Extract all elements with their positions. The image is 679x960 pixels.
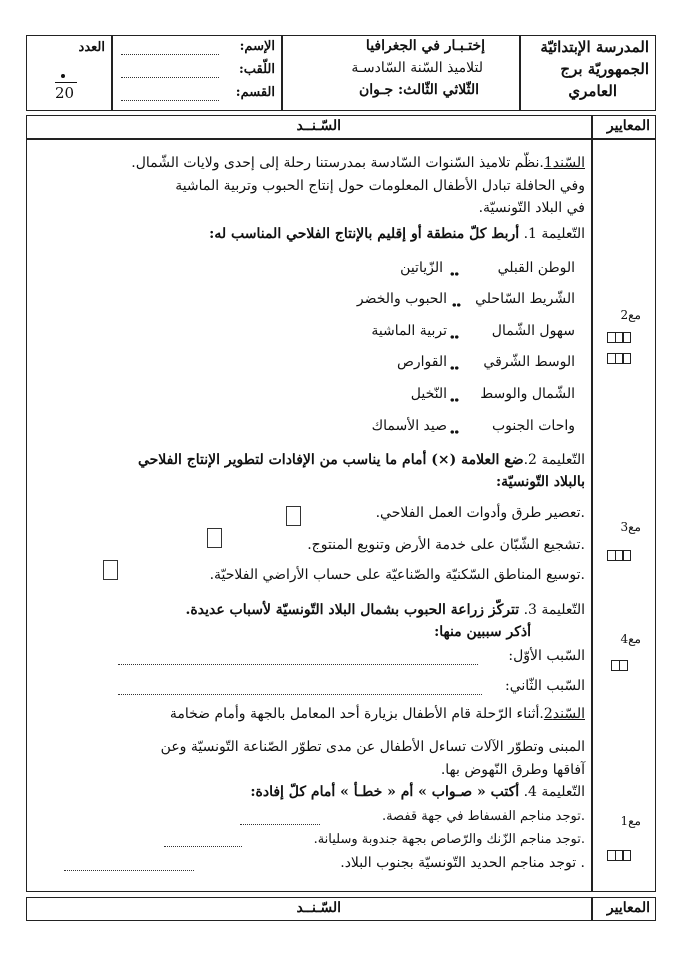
criterion-3-row-1 <box>608 546 636 559</box>
q1-right-3: تربية الماشية <box>371 323 447 339</box>
q1-right-6: صيد الأسماك <box>371 418 447 434</box>
document-header-top <box>26 115 592 139</box>
name-label: الإسم: <box>239 39 275 54</box>
criterion-4-label: مع4 <box>620 632 641 646</box>
sanad1-line3: في البلاد التّونسيّة. <box>478 200 585 216</box>
criterion-1-grid[interactable] <box>608 846 636 859</box>
q2-checkbox-2[interactable] <box>207 528 222 548</box>
q1-label: التّعليمة 1. <box>523 226 585 242</box>
sanad2-label: السّند2 <box>543 706 585 722</box>
q2-checkbox-1[interactable] <box>286 506 301 526</box>
class-field[interactable] <box>121 90 219 101</box>
document-title-bottom: السّـنــد <box>296 900 341 916</box>
name-field[interactable] <box>121 44 219 55</box>
q1-right-1: الزّياتين <box>400 260 443 276</box>
surname-field[interactable] <box>121 67 219 78</box>
q4-instruction <box>250 784 585 800</box>
criterion-4-row-1 <box>612 656 632 669</box>
criteria-title-bottom: المعايير <box>606 900 650 916</box>
q1-left-5: الشّمال والوسط <box>480 386 575 402</box>
q1-left-6: واحات الجنوب <box>491 418 575 434</box>
criterion-2-row-2 <box>608 349 636 362</box>
q4-answer-1[interactable] <box>240 814 320 825</box>
q1-left-4: الوسط الشّرقي <box>483 354 575 370</box>
score-blank[interactable] <box>61 74 65 78</box>
q1-match-dot-l1[interactable] <box>450 272 459 276</box>
q3-sub: أذكر سببين منها: <box>434 624 531 640</box>
school-line-1: المدرسة الإبتدائيّة <box>540 38 649 56</box>
header-score-box <box>26 35 112 111</box>
q3-instruction <box>186 602 585 618</box>
q2-item-1: .تعصير طرق وأدوات العمل الفلاحي. <box>375 505 585 521</box>
sanad1-label: السّند1 <box>543 155 585 171</box>
q4-answer-3[interactable] <box>64 860 194 871</box>
surname-label: اللّقب: <box>238 62 275 77</box>
score-fraction-line <box>55 82 77 83</box>
q2-item-3: .توسيع المناطق السّكنيّة والصّناعيّة على حساب الأراضي الفلاحيّة. <box>209 567 585 583</box>
score-total: 20 <box>55 84 75 102</box>
criterion-3-grid[interactable] <box>608 546 636 559</box>
q1-instruction <box>209 226 585 242</box>
sanad2-line3: آفاقها وطرق النّهوض بها. <box>440 762 585 778</box>
q1-right-2: الحبوب والخضر <box>356 291 447 307</box>
document-title-top: السّـنــد <box>296 118 341 134</box>
q4-answer-2[interactable] <box>164 836 242 847</box>
q1-right-5: النّخيل <box>410 386 447 402</box>
criteria-column <box>592 139 656 892</box>
q4-item-2: .توجد مناجم الزّنك والرّصاص بجهة جندوبة وسليانة. <box>313 832 585 847</box>
school-line-3: العامري <box>568 82 617 100</box>
criteria-header-bottom <box>592 897 656 921</box>
criterion-2-label: مع2 <box>620 308 641 322</box>
q1-text: أربط كلّ منطقة أو إقليم بالإنتاج الفلاحي المناسب له: <box>209 226 520 242</box>
q1-left-1: الوطن القبلي <box>497 260 575 276</box>
sanad1-text1: .نظّم تلاميذ السّنوات السّادسة بمدرستنا رحلة إلى إحدى ولايات الشّمال. <box>131 155 544 171</box>
q3-reason-2-field[interactable] <box>118 684 482 695</box>
q2-item-2: .تشجيع الشّبّان على خدمة الأرض وتنويع المنتوج. <box>307 537 585 553</box>
q1-match-dot-l6[interactable] <box>450 430 459 434</box>
q1-left-2: الشّريط السّاحلي <box>475 291 575 307</box>
q4-label: التّعليمة 4. <box>523 784 585 800</box>
q1-left-3: سهول الشّمال <box>491 323 575 339</box>
q2-label: التّعليمة 2. <box>523 452 585 468</box>
sanad2-text1: .أثناء الرّحلة قام الأطفال بزيارة أحد المعامل بالجهة وأمام ضخامة <box>169 706 544 722</box>
q1-match-dot-l3[interactable] <box>450 335 459 339</box>
q2-text-2: بالبلاد التّونسيّة: <box>495 474 585 490</box>
header-school-box <box>520 35 656 111</box>
criteria-header-top <box>592 115 656 139</box>
sanad1-line2: وفي الحافلة تبادل الأطفال المعلومات حول إنتاج الحبوب وتربية الماشية <box>175 178 585 194</box>
q4-text: أكتب « صـواب » أم « خطـأ » أمام كلّ إفادة: <box>250 784 520 800</box>
criterion-2-row-1 <box>608 328 636 341</box>
criterion-2-grid[interactable] <box>608 328 636 362</box>
sanad2-line1 <box>170 706 585 722</box>
q4-item-1: .توجد مناجم الفسفاط في جهة قفصة. <box>381 809 585 824</box>
score-label: العدد <box>78 40 105 55</box>
q3-text: تتركّز زراعة الحبوب بشمال البلاد التّونسيّة لأسباب عديدة. <box>185 602 520 618</box>
q2-checkbox-3[interactable] <box>103 560 118 580</box>
school-line-2: الجمهوريّة برج <box>560 60 649 78</box>
q1-match-dot-l4[interactable] <box>450 366 459 370</box>
q3-reason-1-label: السّبب الأوّل: <box>508 648 585 664</box>
q3-reason-2-label: السّبب الثّاني: <box>505 678 585 694</box>
sanad2-line2: المبنى وتطوّر الآلات تساءل الأطفال عن مدى تطوّر الصّناعة التّونسيّة وعن <box>160 739 585 755</box>
q1-match-dot-l2[interactable] <box>452 303 461 307</box>
exam-level: لتلاميذ السّنة السّادسـة <box>351 60 483 76</box>
document-header-bottom <box>26 897 592 921</box>
exam-term: الثّلاثي الثّالث: جـوان <box>358 82 479 98</box>
q3-reason-1-field[interactable] <box>118 654 478 665</box>
exam-title: إختـبـار في الجغرافيا <box>365 38 485 54</box>
criterion-1-row-1 <box>608 846 636 859</box>
criterion-3-label: مع3 <box>620 520 641 534</box>
q1-right-4: القوارص <box>396 354 447 370</box>
header-title-box <box>282 35 520 111</box>
q1-match-dot-l5[interactable] <box>450 398 459 402</box>
criterion-1-label: مع1 <box>620 814 641 828</box>
criterion-4-grid[interactable] <box>612 656 632 669</box>
sanad1-line1 <box>131 155 585 171</box>
q4-item-3: . توجد مناجم الحديد التّونسيّة بجنوب البلاد. <box>340 855 585 871</box>
q2-instruction <box>138 452 585 468</box>
class-label: القسم: <box>235 85 275 100</box>
q2-text: ضع العلامة (×) أمام ما يناسب من الإفادات لتطوير الإنتاج الفلاحي <box>137 452 524 468</box>
criteria-title-top: المعايير <box>606 118 650 134</box>
header-student-box <box>112 35 282 111</box>
q3-label: التّعليمة 3. <box>523 602 585 618</box>
